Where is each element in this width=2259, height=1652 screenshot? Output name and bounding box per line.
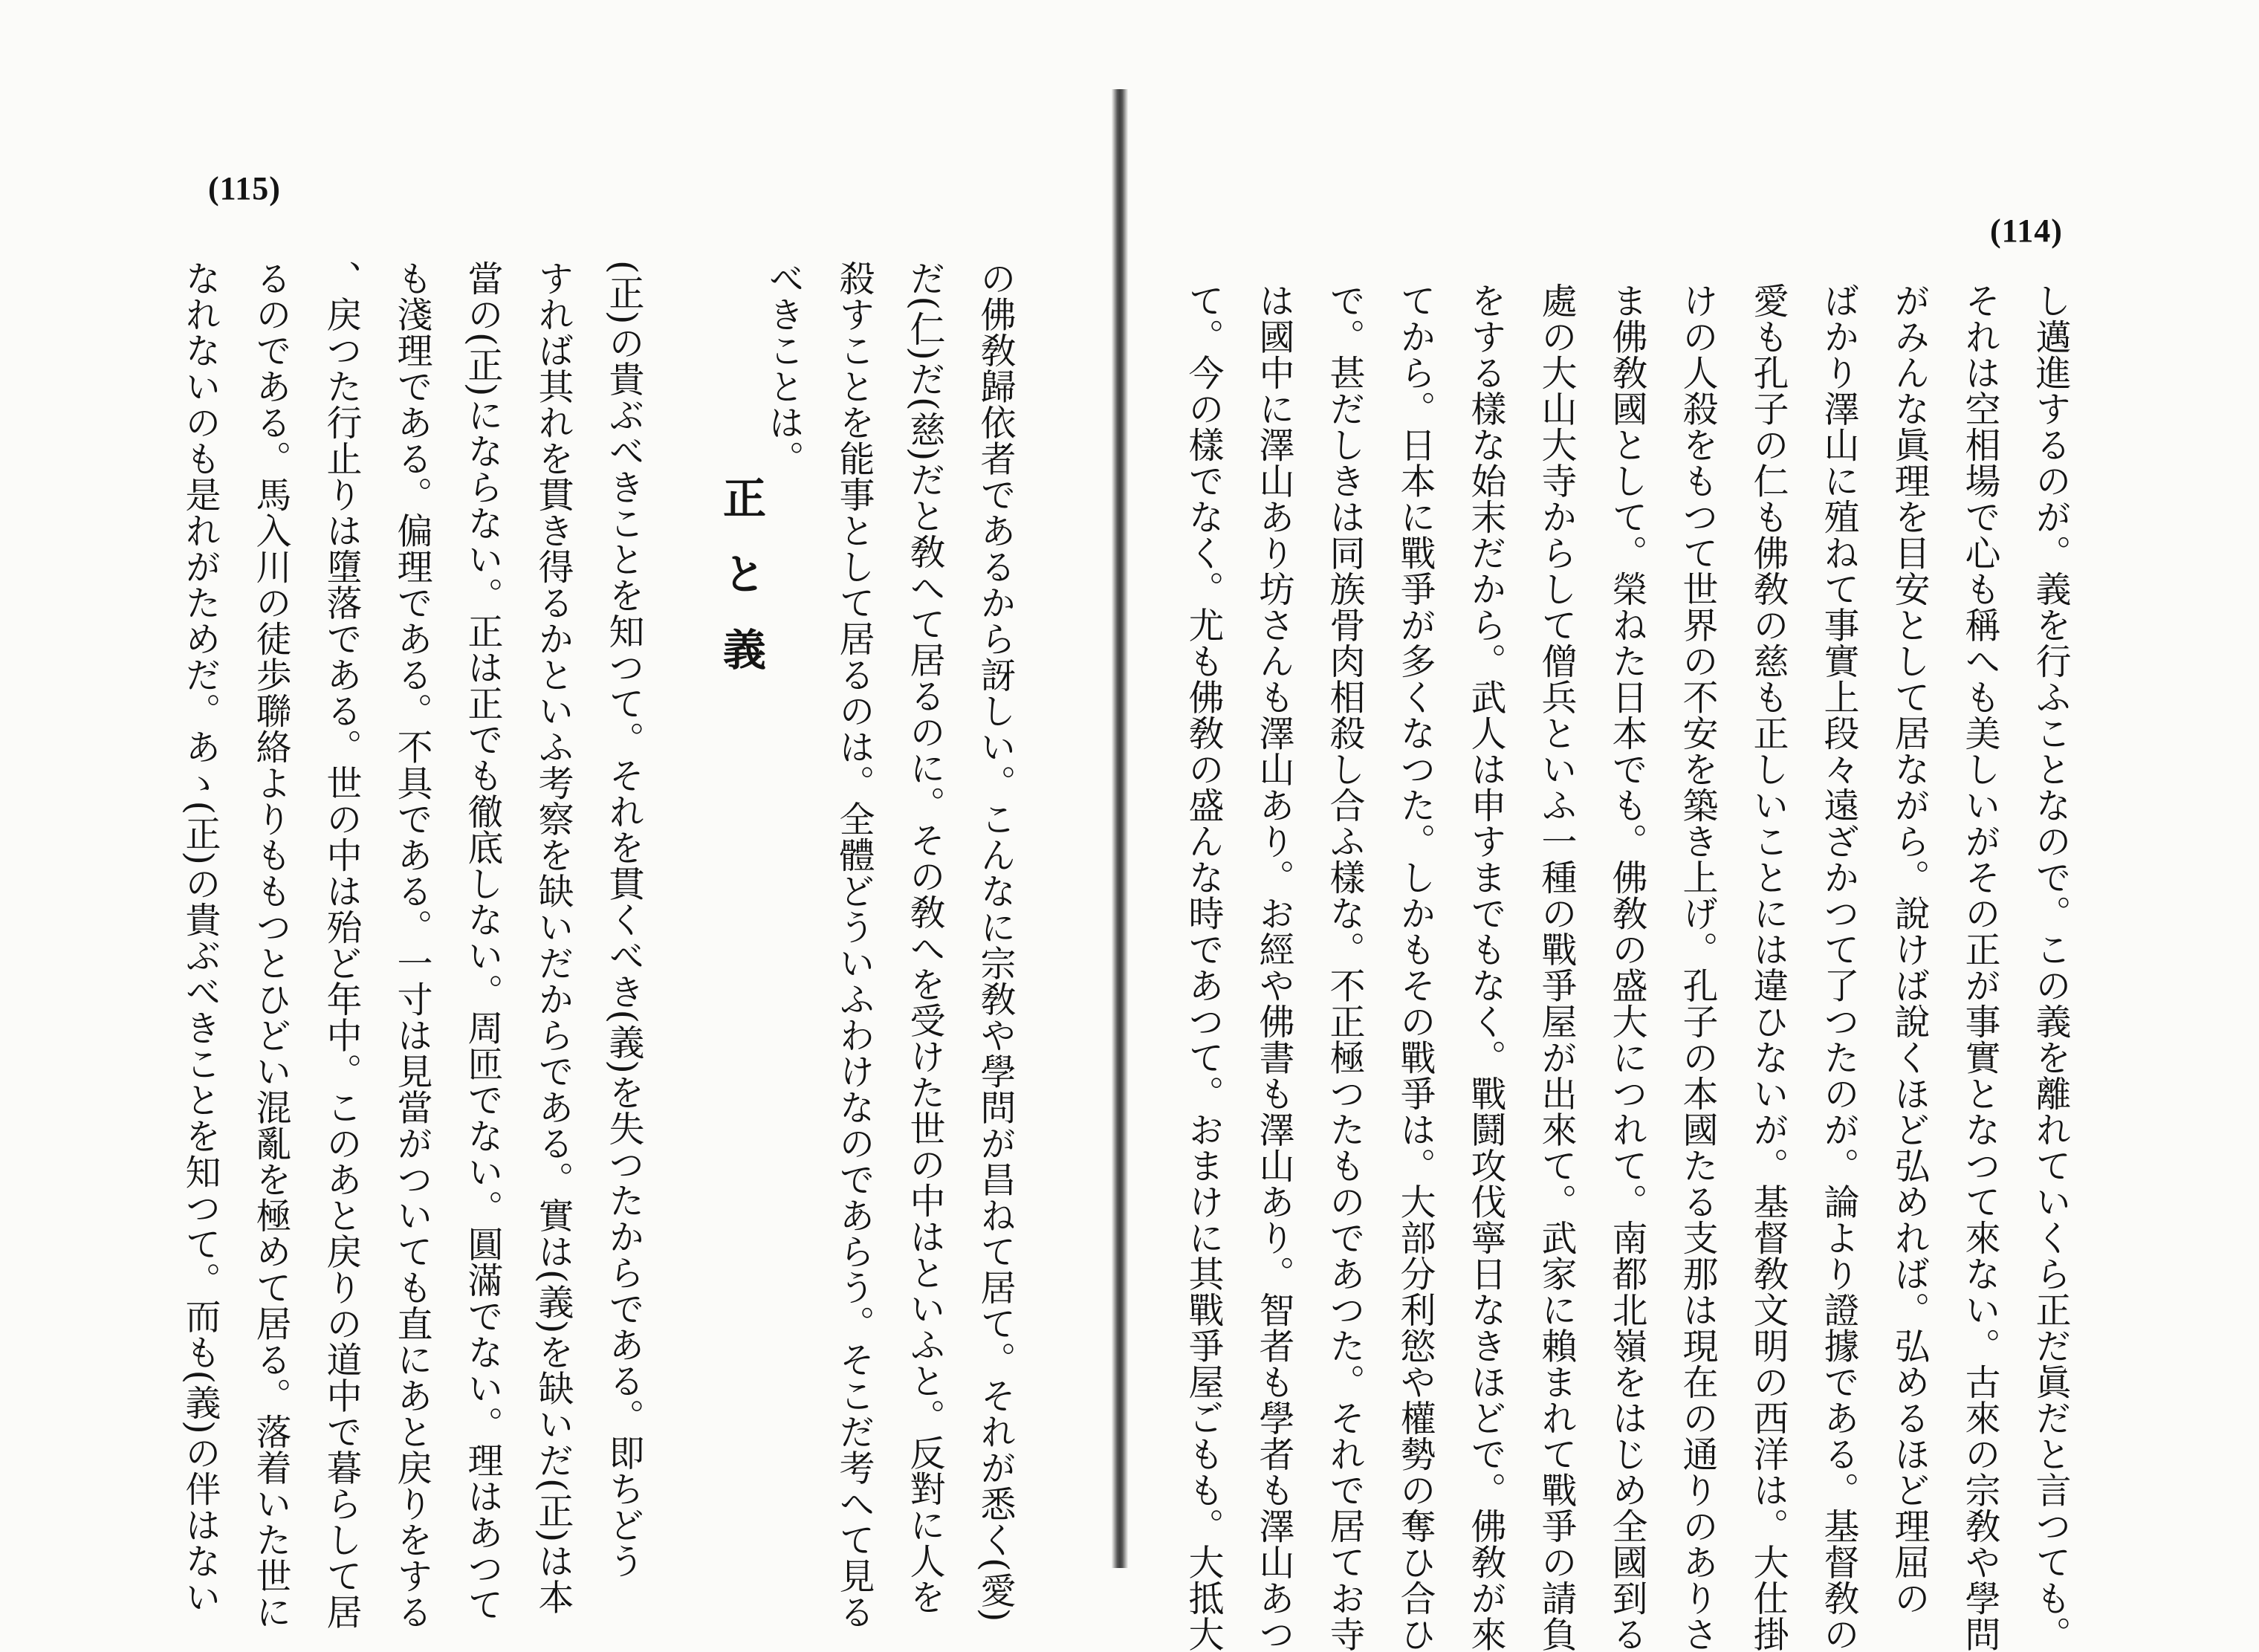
text-line: けの人殺をもつて世界の不安を築き上げ。孔子の本國たる支那は現在の通りのありさ [1676, 282, 1718, 1652]
left-page [0, 0, 1112, 1630]
text-line: をする樣な始末だから。武人は申すまでもなく。戰鬪攻伐寧日なきほどで。佛敎が來 [1465, 282, 1506, 1652]
text-line: (正)の貴ぶべきことを知つて。それを貫くべき(義)を失つたからである。即ちどう [603, 260, 644, 1579]
text-line: ま佛敎國として。榮ねた日本でも。佛敎の盛大につれて。南都北嶺をはじめ全國到る [1606, 282, 1647, 1652]
text-line: 當の(正)にならない。正は正でも徹底しない。周匝でない。圓滿でない。理はあつて [461, 260, 503, 1622]
text-line: の佛敎歸依者であるから訝しい。こんなに宗敎や學問が昌ねて居て。それが悉く(愛) [974, 260, 1016, 1622]
text-line: るのである。馬入川の徒歩聯絡よりももつとひどい混亂を極めて居る。落着いた世に [250, 260, 291, 1630]
text-line: がみんな眞理を目安として居ながら。說けば說くほど弘めれば。弘めるほど理屈の [1888, 282, 1930, 1616]
text-line: べきことは。 [762, 260, 804, 476]
page-number: (115) [208, 170, 281, 207]
text-line: なれないのも是れがためだ。あゝ(正)の貴ぶべきことを知つて。而も(義)の伴はない [179, 260, 221, 1615]
page-number: (114) [1990, 213, 2063, 249]
text-line: 殺すことを能事として居るのは。全體どういふわけなのであらう。そこだ考へて見る [833, 260, 875, 1630]
right-page [1128, 0, 2259, 1652]
text-line: し邁進するのが。義を行ふことなので。この義を離れていくら正だ眞だと言つても。 [2029, 282, 2071, 1652]
text-line: ばかり澤山に殖ねて事實上段々遠ざかつて了つたのが。論より證據である。基督敎の [1818, 282, 1859, 1652]
text-line: すれば其れを貫き得るかといふ考察を缺いだからである。實は(義)を缺いだ(正)は本 [532, 260, 574, 1615]
text-line: 、戻つた行止りは墮落である。世の中は殆ど年中。このあと戻りの道中で暮らして居 [320, 260, 362, 1630]
text-line: も淺理である。偏理である。不具である。一寸は見當がついても直にあと戻りをする [391, 260, 432, 1630]
book-gutter [1112, 89, 1128, 1568]
text-line: 處の大山大寺からして僧兵といふ一種の戰爭屋が出來て。武家に賴まれて戰爭の請負 [1535, 282, 1577, 1652]
text-line: 愛も孔子の仁も佛敎の慈も正しいことには違ひないが。基督敎文明の西洋は。大仕掛 [1747, 282, 1789, 1652]
text-line: で。甚だしきは同族骨肉相殺し合ふ樣な。不正極つたものであつた。それで居てお寺 [1323, 282, 1365, 1652]
text-line: だ(仁)だ(慈)だと敎へて居るのに。その敎へを受けた世の中はといふと。反對に人を [904, 260, 945, 1615]
text-line: それは空相場で心も稱へも美しいがその正が事實となつて來ない。古來の宗敎や學問 [1959, 282, 2000, 1652]
text-line: は國中に澤山あり坊さんも澤山あり。お經や佛書も澤山あり。智者も學者も澤山あつ [1253, 282, 1294, 1652]
section-heading: 正と義 [716, 476, 766, 703]
text-line: て。今の樣でなく。尤も佛敎の盛んな時であつて。おまけに其戰爭屋ごもも。大抵大 [1182, 282, 1224, 1652]
text-line: てから。日本に戰爭が多くなつた。しかもその戰爭は。大部分利慾や權勢の奪ひ合ひ [1394, 282, 1436, 1652]
